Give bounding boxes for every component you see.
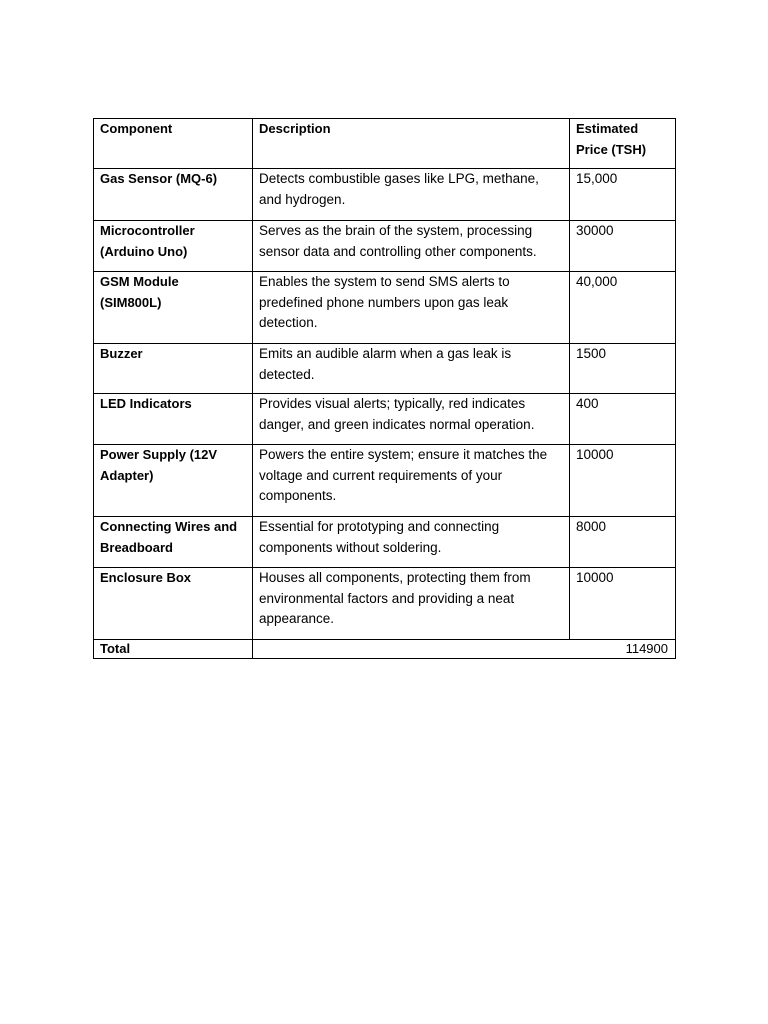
component-name: Breadboard — [100, 539, 173, 555]
description-line: Houses all components, protecting them from — [259, 570, 531, 585]
header-price-label-line: Estimated — [576, 121, 639, 136]
component-name: (Arduino Uno) — [100, 243, 188, 259]
price-cell — [570, 169, 676, 221]
component-name: GSM Module — [100, 274, 179, 289]
description-line: voltage and current requirements of your — [259, 467, 503, 483]
component-cell — [94, 344, 253, 394]
header-description-label: Description — [259, 121, 331, 136]
description-line: Essential for prototyping and connecting — [259, 519, 500, 534]
price-value: 8000 — [576, 519, 607, 534]
price-value: 15,000 — [576, 171, 618, 186]
description-line: detection. — [259, 315, 318, 330]
price-cell — [570, 344, 676, 394]
description-cell — [253, 221, 570, 272]
component-cell — [94, 169, 253, 221]
description-line: sensor data and controlling other components. — [259, 243, 537, 259]
description-line: Enables the system to send SMS alerts to — [259, 274, 510, 289]
description-cell — [253, 169, 570, 221]
description-line: environmental factors and providing a neat — [259, 590, 515, 606]
component-cell — [94, 394, 253, 445]
price-cell — [570, 568, 676, 640]
price-cell — [570, 517, 676, 568]
price-value: 10000 — [576, 570, 614, 585]
component-cell — [94, 568, 253, 640]
header-description — [253, 119, 570, 169]
description-cell — [253, 344, 570, 394]
price-value: 1500 — [576, 346, 607, 361]
header-price-label-line: Price (TSH) — [576, 141, 647, 157]
price-cell — [570, 272, 676, 344]
description-cell — [253, 568, 570, 640]
price-cell — [570, 394, 676, 445]
price-value: 40,000 — [576, 274, 618, 289]
description-line: Serves as the brain of the system, processing — [259, 223, 533, 238]
total-value: 114900 — [625, 641, 668, 656]
component-name: Buzzer — [100, 346, 143, 361]
price-value: 30000 — [576, 223, 614, 238]
total-label: Total — [100, 641, 131, 656]
description-line: components. — [259, 488, 337, 503]
header-price — [570, 119, 676, 169]
description-line: components without soldering. — [259, 539, 442, 555]
component-cell — [94, 221, 253, 272]
description-cell — [253, 272, 570, 344]
component-name: (SIM800L) — [100, 294, 162, 310]
description-cell — [253, 394, 570, 445]
component-name: Microcontroller — [100, 223, 195, 238]
price-value: 10000 — [576, 447, 614, 462]
component-name: Adapter) — [100, 467, 154, 483]
total-value-cell — [253, 640, 676, 659]
component-cost-table — [93, 118, 676, 659]
description-line: and hydrogen. — [259, 191, 346, 207]
description-cell — [253, 517, 570, 568]
description-line: Emits an audible alarm when a gas leak is — [259, 346, 512, 361]
component-name: Gas Sensor (MQ-6) — [100, 171, 218, 186]
description-line: Provides visual alerts; typically, red indicates — [259, 396, 526, 411]
price-cell — [570, 445, 676, 517]
component-cell — [94, 517, 253, 568]
header-component — [94, 119, 253, 169]
price-cell — [570, 221, 676, 272]
description-line: Detects combustible gases like LPG, methane, — [259, 171, 539, 186]
header-component-label: Component — [100, 121, 173, 136]
description-line: predefined phone numbers upon gas leak — [259, 294, 509, 310]
component-cell — [94, 272, 253, 344]
component-name: Enclosure Box — [100, 570, 192, 585]
description-line: detected. — [259, 366, 315, 382]
price-value: 400 — [576, 396, 599, 411]
component-name: LED Indicators — [100, 396, 192, 411]
total-label-cell — [94, 640, 253, 659]
component-cell — [94, 445, 253, 517]
description-line: Powers the entire system; ensure it matches the — [259, 447, 548, 462]
component-name: Power Supply (12V — [100, 447, 218, 462]
description-cell — [253, 445, 570, 517]
description-line: danger, and green indicates normal operation. — [259, 416, 535, 432]
component-name: Connecting Wires and — [100, 519, 238, 534]
description-line: appearance. — [259, 611, 335, 626]
